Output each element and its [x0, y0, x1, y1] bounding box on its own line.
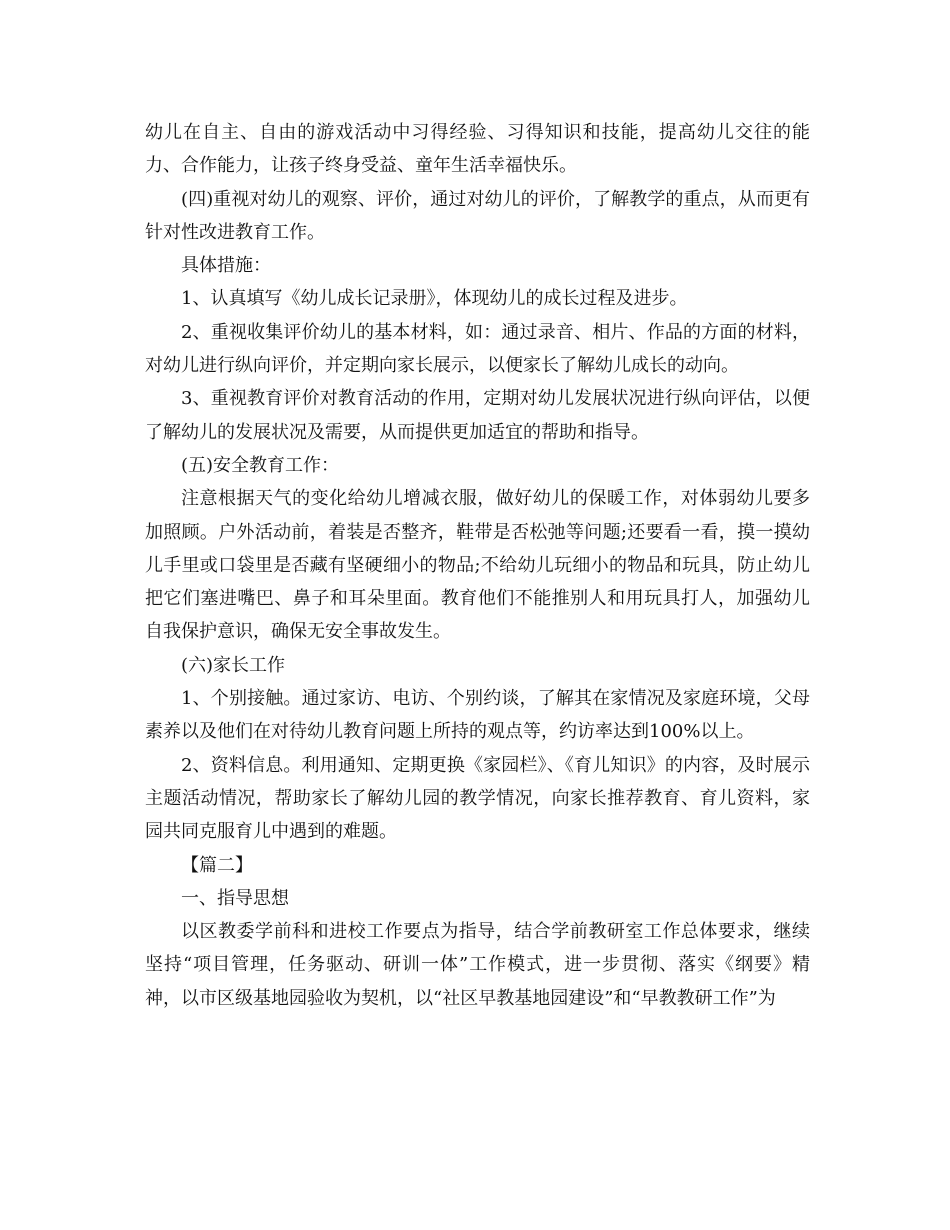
paragraph-11: 2、资料信息。利用通知、定期更换《家园栏》、《育儿知识》的内容，及时展示主题活动情况，帮助家长了解幼儿园的教学情况，向家长推荐教育、育儿资料，家园共同克服育儿中遇到的难题。	[145, 754, 810, 843]
paragraph-7: (五)安全教育工作：	[181, 454, 340, 476]
paragraph-1: 幼儿在自主、自由的游戏活动中习得经验、习得知识和技能，提高幼儿交往的能力、合作能力，让孩子终身受益、童年生活幸福快乐。	[145, 122, 810, 177]
paragraph-10: 1、个别接触。通过家访、电访、个别约谈，了解其在家情况及家庭环境，父母素养以及他们在对待幼儿教育问题上所持的观点等，约访率达到100%以上。	[145, 688, 810, 743]
section-heading: 【篇二】	[181, 854, 253, 876]
paragraph-6: 3、重视教育评价对教育活动的作用，定期对幼儿发展状况进行纵向评估，以便了解幼儿的发展状况及需要，从而提供更加适宜的帮助和指导。	[145, 388, 810, 443]
paragraph-14: 以区教委学前科和进校工作要点为指导，结合学前教研室工作总体要求，继续坚持“项目管理，任务驱动、研训一体”工作模式，进一步贯彻、落实《纲要》精神，以市区级基地园验收为契机，以“社区早教基地园建设”和“早教教研工作”为	[145, 921, 810, 1009]
paragraph-2: (四)重视对幼儿的观察、评价，通过对幼儿的评价，了解教学的重点，从而更有针对性改进教育工作。	[145, 188, 810, 243]
document-body	[145, 116, 810, 1015]
subsection-heading: 一、指导思想	[181, 887, 289, 909]
paragraph-8: 注意根据天气的变化给幼儿增减衣服，做好幼儿的保暖工作，对体弱幼儿要多加照顾。户外活动前，着装是否整齐，鞋带是否松弛等问题;还要看一看，摸一摸幼儿手里或口袋里是否藏有坚硬细小的物品;不给幼儿玩细小的物品和玩具，防止幼儿把它们塞进嘴巴、鼻子和耳朵里面。教育他们不能推别人和用玩具打人，加强幼儿自我保护意识，确保无安全事故发生。	[145, 488, 810, 643]
paragraph-5: 2、重视收集评价幼儿的基本材料，如：通过录音、相片、作品的方面的材料，对幼儿进行纵向评价，并定期向家长展示，以便家长了解幼儿成长的动向。	[145, 321, 810, 377]
paragraph-3: 具体措施：	[181, 255, 271, 277]
paragraph-4: 1、认真填写《幼儿成长记录册》，体现幼儿的成长过程及进步。	[181, 288, 688, 310]
paragraph-9: (六)家长工作	[181, 654, 286, 676]
